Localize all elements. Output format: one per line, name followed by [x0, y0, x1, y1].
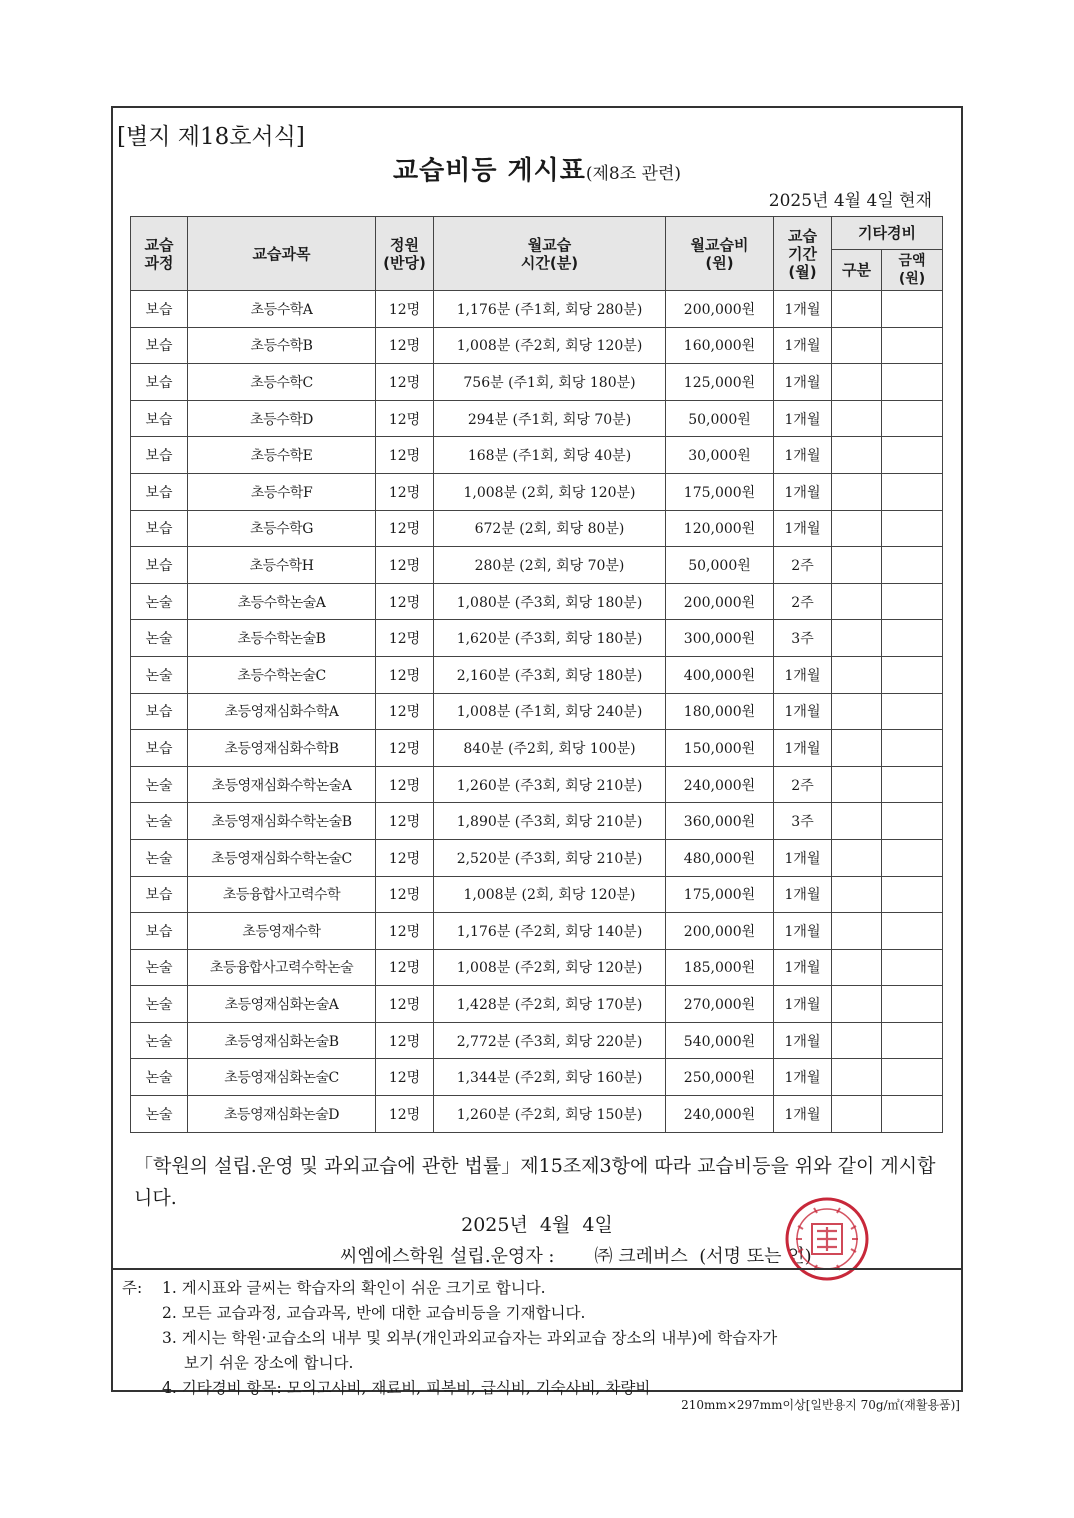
table-row [131, 327, 943, 364]
table-row [131, 839, 943, 876]
legal-notice: 「학원의 설립.운영 및 과외교습에 관한 법률」제15조제3항에 따라 교습비등을 위와 같이 게시합니다. [134, 1155, 936, 1209]
operator-label: 씨엠에스학원 설립.운영자 : [340, 1246, 555, 1267]
capacity-cell: 12명 [376, 693, 434, 730]
header-monthly-time: 월교습 시간(분) [434, 217, 666, 291]
monthly-time-cell: 2,520분 (주3회, 회당 210분) [434, 839, 666, 876]
course-cell: 논술 [131, 1096, 188, 1133]
other-type-cell [832, 1096, 882, 1133]
monthly-fee-cell: 180,000원 [666, 693, 774, 730]
monthly-fee-cell: 360,000원 [666, 803, 774, 840]
period-cell: 2주 [774, 583, 832, 620]
other-amount-cell [882, 949, 943, 986]
capacity-cell: 12명 [376, 913, 434, 950]
monthly-time-cell: 1,260분 (주3회, 회당 210분) [434, 766, 666, 803]
period-cell: 1개월 [774, 1022, 832, 1059]
other-type-cell [832, 620, 882, 657]
other-type-cell [832, 730, 882, 767]
course-cell: 논술 [131, 620, 188, 657]
other-type-cell [832, 364, 882, 401]
table-row [131, 291, 943, 328]
table-row [131, 803, 943, 840]
other-amount-cell [882, 876, 943, 913]
period-cell: 1개월 [774, 693, 832, 730]
subject-cell: 초등수학D [188, 400, 376, 437]
subject-cell: 초등영재심화수학논술A [188, 766, 376, 803]
monthly-fee-cell: 150,000원 [666, 730, 774, 767]
signature-label: (서명 또는 인) [699, 1246, 812, 1267]
monthly-time-cell: 1,344분 (주2회, 회당 160분) [434, 1059, 666, 1096]
course-cell: 보습 [131, 547, 188, 584]
other-amount-cell [882, 1022, 943, 1059]
notes-divider [111, 1268, 963, 1270]
note-item-continued: 보기 쉬운 장소에 합니다. [184, 1354, 354, 1372]
other-amount-cell [882, 913, 943, 950]
monthly-time-cell: 1,008분 (주1회, 회당 240분) [434, 693, 666, 730]
monthly-time-cell: 168분 (주1회, 회당 40분) [434, 437, 666, 474]
subject-cell: 초등수학G [188, 510, 376, 547]
other-type-cell [832, 510, 882, 547]
subject-cell: 초등수학C [188, 364, 376, 401]
course-cell: 논술 [131, 583, 188, 620]
capacity-cell: 12명 [376, 437, 434, 474]
period-cell: 1개월 [774, 437, 832, 474]
table-row [131, 1096, 943, 1133]
course-cell: 보습 [131, 876, 188, 913]
monthly-time-cell: 1,176분 (주2회, 회당 140분) [434, 913, 666, 950]
course-cell: 논술 [131, 803, 188, 840]
monthly-fee-cell: 185,000원 [666, 949, 774, 986]
note-item: 3. 게시는 학원·교습소의 내부 및 외부(개인과외교습자는 과외교습 장소의 내부)에 학습자가 [162, 1329, 778, 1347]
other-type-cell [832, 803, 882, 840]
capacity-cell: 12명 [376, 730, 434, 767]
monthly-time-cell: 280분 (2회, 회당 70분) [434, 547, 666, 584]
monthly-fee-cell: 160,000원 [666, 327, 774, 364]
monthly-time-cell: 1,008분 (주2회, 회당 120분) [434, 327, 666, 364]
other-type-cell [832, 400, 882, 437]
subject-cell: 초등영재심화논술B [188, 1022, 376, 1059]
other-type-cell [832, 913, 882, 950]
period-cell: 1개월 [774, 876, 832, 913]
header-monthly-fee: 월교습비 (원) [666, 217, 774, 291]
monthly-time-cell: 1,008분 (2회, 회당 120분) [434, 473, 666, 510]
document-title [0, 150, 1074, 187]
course-cell: 논술 [131, 656, 188, 693]
monthly-time-cell: 840분 (주2회, 회당 100분) [434, 730, 666, 767]
period-cell: 1개월 [774, 986, 832, 1023]
table-row [131, 473, 943, 510]
header-course: 교습 과정 [131, 217, 188, 291]
monthly-fee-cell: 30,000원 [666, 437, 774, 474]
other-type-cell [832, 766, 882, 803]
period-cell: 1개월 [774, 400, 832, 437]
monthly-fee-cell: 250,000원 [666, 1059, 774, 1096]
table-row [131, 766, 943, 803]
other-amount-cell [882, 364, 943, 401]
other-amount-cell [882, 291, 943, 328]
capacity-cell: 12명 [376, 766, 434, 803]
other-type-cell [832, 839, 882, 876]
course-cell: 논술 [131, 986, 188, 1023]
capacity-cell: 12명 [376, 656, 434, 693]
course-cell: 보습 [131, 510, 188, 547]
note-item: 4. 기타경비 항목: 모의고사비, 재료비, 피복비, 급식비, 기숙사비, 차량비 [162, 1379, 651, 1397]
other-amount-cell [882, 473, 943, 510]
capacity-cell: 12명 [376, 327, 434, 364]
subject-cell: 초등수학B [188, 327, 376, 364]
period-cell: 3주 [774, 620, 832, 657]
other-amount-cell [882, 693, 943, 730]
notes-lead: 주: [122, 1279, 143, 1297]
period-cell: 1개월 [774, 839, 832, 876]
table-row [131, 620, 943, 657]
period-cell: 1개월 [774, 949, 832, 986]
period-cell: 3주 [774, 803, 832, 840]
capacity-cell: 12명 [376, 876, 434, 913]
period-cell: 1개월 [774, 364, 832, 401]
table-row [131, 1022, 943, 1059]
other-amount-cell [882, 583, 943, 620]
title-main: 교습비등 게시표 [392, 156, 586, 186]
monthly-fee-cell: 175,000원 [666, 876, 774, 913]
period-cell: 2주 [774, 547, 832, 584]
period-cell: 2주 [774, 766, 832, 803]
note-item: 1. 게시표와 글씨는 학습자의 확인이 쉬운 크기로 합니다. [162, 1279, 546, 1297]
monthly-fee-cell: 300,000원 [666, 620, 774, 657]
other-amount-cell [882, 620, 943, 657]
capacity-cell: 12명 [376, 1096, 434, 1133]
period-cell: 1개월 [774, 913, 832, 950]
fee-table [130, 216, 943, 1133]
subject-cell: 초등수학E [188, 437, 376, 474]
header-subject: 교습과목 [188, 217, 376, 291]
subject-cell: 초등수학H [188, 547, 376, 584]
subject-cell: 초등영재심화수학논술B [188, 803, 376, 840]
monthly-fee-cell: 200,000원 [666, 913, 774, 950]
monthly-time-cell: 1,008분 (2회, 회당 120분) [434, 876, 666, 913]
monthly-fee-cell: 240,000원 [666, 1096, 774, 1133]
monthly-time-cell: 1,176분 (주1회, 회당 280분) [434, 291, 666, 328]
monthly-fee-cell: 270,000원 [666, 986, 774, 1023]
table-row [131, 1059, 943, 1096]
other-amount-cell [882, 400, 943, 437]
monthly-fee-cell: 175,000원 [666, 473, 774, 510]
table-row [131, 510, 943, 547]
subject-cell: 초등영재심화수학A [188, 693, 376, 730]
capacity-cell: 12명 [376, 1059, 434, 1096]
other-amount-cell [882, 986, 943, 1023]
course-cell: 보습 [131, 327, 188, 364]
as-of-date: 2025년 4월 4일 현재 [768, 191, 932, 211]
monthly-fee-cell: 480,000원 [666, 839, 774, 876]
other-amount-cell [882, 656, 943, 693]
subject-cell: 초등수학논술C [188, 656, 376, 693]
table-row [131, 437, 943, 474]
capacity-cell: 12명 [376, 473, 434, 510]
monthly-time-cell: 2,772분 (주3회, 회당 220분) [434, 1022, 666, 1059]
monthly-time-cell: 1,620분 (주3회, 회당 180분) [434, 620, 666, 657]
capacity-cell: 12명 [376, 803, 434, 840]
notes-section [122, 1276, 777, 1401]
monthly-time-cell: 294분 (주1회, 회당 70분) [434, 400, 666, 437]
table-row [131, 656, 943, 693]
course-cell: 논술 [131, 839, 188, 876]
capacity-cell: 12명 [376, 620, 434, 657]
table-row [131, 986, 943, 1023]
capacity-cell: 12명 [376, 839, 434, 876]
other-type-cell [832, 693, 882, 730]
other-type-cell [832, 583, 882, 620]
period-cell: 1개월 [774, 656, 832, 693]
course-cell: 보습 [131, 730, 188, 767]
other-amount-cell [882, 547, 943, 584]
monthly-time-cell: 1,428분 (주2회, 회당 170분) [434, 986, 666, 1023]
table-row [131, 876, 943, 913]
subject-cell: 초등수학논술A [188, 583, 376, 620]
course-cell: 논술 [131, 766, 188, 803]
monthly-time-cell: 1,008분 (주2회, 회당 120분) [434, 949, 666, 986]
other-amount-cell [882, 803, 943, 840]
monthly-fee-cell: 125,000원 [666, 364, 774, 401]
operator-line [340, 1242, 812, 1268]
monthly-fee-cell: 400,000원 [666, 656, 774, 693]
signature-date: 2025년 4월 4일 [461, 1214, 613, 1236]
other-type-cell [832, 473, 882, 510]
subject-cell: 초등영재심화수학논술C [188, 839, 376, 876]
period-cell: 1개월 [774, 1059, 832, 1096]
period-cell: 1개월 [774, 327, 832, 364]
other-type-cell [832, 1059, 882, 1096]
subject-cell: 초등융합사고력수학논술 [188, 949, 376, 986]
capacity-cell: 12명 [376, 291, 434, 328]
header-capacity: 정원 (반당) [376, 217, 434, 291]
other-amount-cell [882, 1059, 943, 1096]
other-type-cell [832, 437, 882, 474]
subject-cell: 초등수학논술B [188, 620, 376, 657]
other-type-cell [832, 876, 882, 913]
other-type-cell [832, 986, 882, 1023]
course-cell: 보습 [131, 913, 188, 950]
monthly-fee-cell: 120,000원 [666, 510, 774, 547]
other-amount-cell [882, 510, 943, 547]
subject-cell: 초등영재심화수학B [188, 730, 376, 767]
other-type-cell [832, 949, 882, 986]
course-cell: 보습 [131, 291, 188, 328]
header-other-amount: 금액 (원) [882, 250, 943, 291]
other-amount-cell [882, 1096, 943, 1133]
other-type-cell [832, 656, 882, 693]
table-row [131, 949, 943, 986]
capacity-cell: 12명 [376, 1022, 434, 1059]
other-type-cell [832, 1022, 882, 1059]
course-cell: 보습 [131, 364, 188, 401]
title-sub: (제8조 관련) [585, 164, 682, 184]
monthly-fee-cell: 240,000원 [666, 766, 774, 803]
other-amount-cell [882, 730, 943, 767]
header-other-expenses: 기타경비 [832, 217, 943, 250]
period-cell: 1개월 [774, 1096, 832, 1133]
paper-spec-footer: 210mm×297mm이상[일반용지 70g/㎡(재활용품)] [681, 1398, 960, 1412]
period-cell: 1개월 [774, 510, 832, 547]
header-other-type: 구분 [832, 250, 882, 291]
capacity-cell: 12명 [376, 949, 434, 986]
table-row [131, 693, 943, 730]
other-amount-cell [882, 766, 943, 803]
table-row [131, 730, 943, 767]
monthly-fee-cell: 200,000원 [666, 583, 774, 620]
table-row [131, 913, 943, 950]
other-type-cell [832, 291, 882, 328]
course-cell: 보습 [131, 437, 188, 474]
other-type-cell [832, 547, 882, 584]
course-cell: 보습 [131, 693, 188, 730]
course-cell: 논술 [131, 1022, 188, 1059]
subject-cell: 초등영재심화논술D [188, 1096, 376, 1133]
capacity-cell: 12명 [376, 547, 434, 584]
monthly-time-cell: 672분 (2회, 회당 80분) [434, 510, 666, 547]
monthly-fee-cell: 540,000원 [666, 1022, 774, 1059]
header-period: 교습 기간 (월) [774, 217, 832, 291]
course-cell: 논술 [131, 949, 188, 986]
monthly-time-cell: 756분 (주1회, 회당 180분) [434, 364, 666, 401]
monthly-time-cell: 1,260분 (주2회, 회당 150분) [434, 1096, 666, 1133]
table-row [131, 400, 943, 437]
other-amount-cell [882, 327, 943, 364]
period-cell: 1개월 [774, 473, 832, 510]
subject-cell: 초등영재심화논술C [188, 1059, 376, 1096]
subject-cell: 초등수학A [188, 291, 376, 328]
other-amount-cell [882, 437, 943, 474]
period-cell: 1개월 [774, 291, 832, 328]
subject-cell: 초등영재수학 [188, 913, 376, 950]
monthly-time-cell: 1,080분 (주3회, 회당 180분) [434, 583, 666, 620]
course-cell: 논술 [131, 1059, 188, 1096]
form-label: [별지 제18호서식] [117, 124, 305, 150]
course-cell: 보습 [131, 473, 188, 510]
subject-cell: 초등수학F [188, 473, 376, 510]
other-amount-cell [882, 839, 943, 876]
table-row [131, 547, 943, 584]
other-type-cell [832, 327, 882, 364]
capacity-cell: 12명 [376, 510, 434, 547]
capacity-cell: 12명 [376, 583, 434, 620]
course-cell: 보습 [131, 400, 188, 437]
subject-cell: 초등융합사고력수학 [188, 876, 376, 913]
operator-name: ㈜ 크레버스 [594, 1246, 688, 1267]
capacity-cell: 12명 [376, 986, 434, 1023]
note-item: 2. 모든 교습과정, 교습과목, 반에 대한 교습비등을 기재합니다. [162, 1304, 586, 1322]
monthly-fee-cell: 50,000원 [666, 547, 774, 584]
capacity-cell: 12명 [376, 400, 434, 437]
table-row [131, 583, 943, 620]
monthly-time-cell: 2,160분 (주3회, 회당 180분) [434, 656, 666, 693]
monthly-fee-cell: 50,000원 [666, 400, 774, 437]
period-cell: 1개월 [774, 730, 832, 767]
table-row [131, 364, 943, 401]
subject-cell: 초등영재심화논술A [188, 986, 376, 1023]
monthly-fee-cell: 200,000원 [666, 291, 774, 328]
capacity-cell: 12명 [376, 364, 434, 401]
monthly-time-cell: 1,890분 (주3회, 회당 210분) [434, 803, 666, 840]
